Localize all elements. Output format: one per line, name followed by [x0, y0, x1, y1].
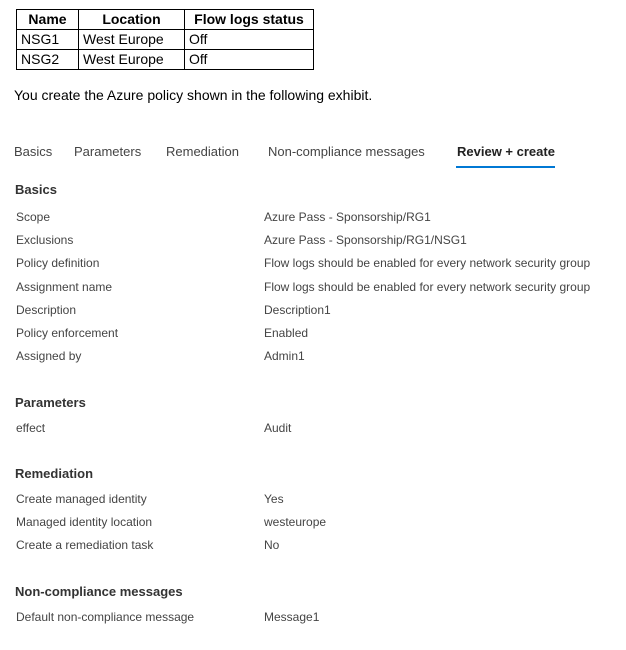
nsg-table [16, 9, 314, 70]
summary-row [16, 609, 616, 625]
row-label: Create managed identity [16, 492, 147, 506]
row-value: Admin1 [264, 349, 305, 363]
column-header-location: Location [79, 10, 185, 30]
row-label: Exclusions [16, 233, 74, 247]
tab-remediation[interactable]: Remediation [166, 144, 239, 159]
cell-location: West Europe [79, 50, 185, 70]
table-row [17, 30, 314, 50]
row-value: Message1 [264, 610, 320, 624]
table-row [17, 50, 314, 70]
wizard-tabs [14, 144, 614, 174]
table-header-row [17, 10, 314, 30]
summary-row [16, 348, 616, 364]
row-label: Description [16, 303, 77, 317]
column-header-name: Name [17, 10, 79, 30]
tab-basics[interactable]: Basics [14, 144, 53, 159]
row-value: No [264, 538, 280, 552]
tab-review-create[interactable]: Review + create [457, 144, 555, 159]
cell-flow-logs-status: Off [185, 50, 314, 70]
cell-name: NSG2 [17, 50, 79, 70]
column-header-flow-logs-status: Flow logs status [185, 10, 314, 30]
summary-row [16, 491, 616, 507]
summary-row [16, 302, 616, 318]
row-label: Scope [16, 210, 51, 224]
row-label: Managed identity location [16, 515, 153, 529]
row-value: Flow logs should be enabled for every network security group [264, 280, 591, 294]
tab-non-compliance-messages[interactable]: Non-compliance messages [268, 144, 425, 159]
cell-location: West Europe [79, 30, 185, 50]
active-tab-indicator [456, 166, 555, 168]
row-label: Policy enforcement [16, 326, 119, 340]
row-label: Assignment name [16, 280, 113, 294]
row-value: Enabled [264, 326, 309, 340]
summary-row [16, 420, 616, 436]
summary-row [16, 209, 616, 225]
row-label: Default non-compliance message [16, 610, 195, 624]
intro-text: You create the Azure policy shown in the following exhibit. [14, 87, 373, 103]
row-value: westeurope [264, 515, 327, 529]
row-value: Azure Pass - Sponsorship/RG1/NSG1 [264, 233, 467, 247]
tab-parameters[interactable]: Parameters [74, 144, 142, 159]
summary-row [16, 255, 616, 271]
summary-row [16, 325, 616, 341]
row-label: effect [16, 421, 46, 435]
section-title-non-compliance-messages: Non-compliance messages [15, 584, 183, 599]
cell-name: NSG1 [17, 30, 79, 50]
section-title-parameters: Parameters [15, 395, 86, 410]
summary-row [16, 232, 616, 248]
row-label: Policy definition [16, 256, 100, 270]
summary-row [16, 279, 616, 295]
cell-flow-logs-status: Off [185, 30, 314, 50]
row-value: Yes [264, 492, 284, 506]
row-label: Create a remediation task [16, 538, 154, 552]
section-title-basics: Basics [15, 182, 57, 197]
summary-row [16, 514, 616, 530]
row-value: Description1 [264, 303, 331, 317]
row-value: Azure Pass - Sponsorship/RG1 [264, 210, 431, 224]
row-value: Audit [264, 421, 292, 435]
row-value: Flow logs should be enabled for every network security group [264, 256, 591, 270]
row-label: Assigned by [16, 349, 82, 363]
summary-row [16, 537, 616, 553]
section-title-remediation: Remediation [15, 466, 94, 481]
